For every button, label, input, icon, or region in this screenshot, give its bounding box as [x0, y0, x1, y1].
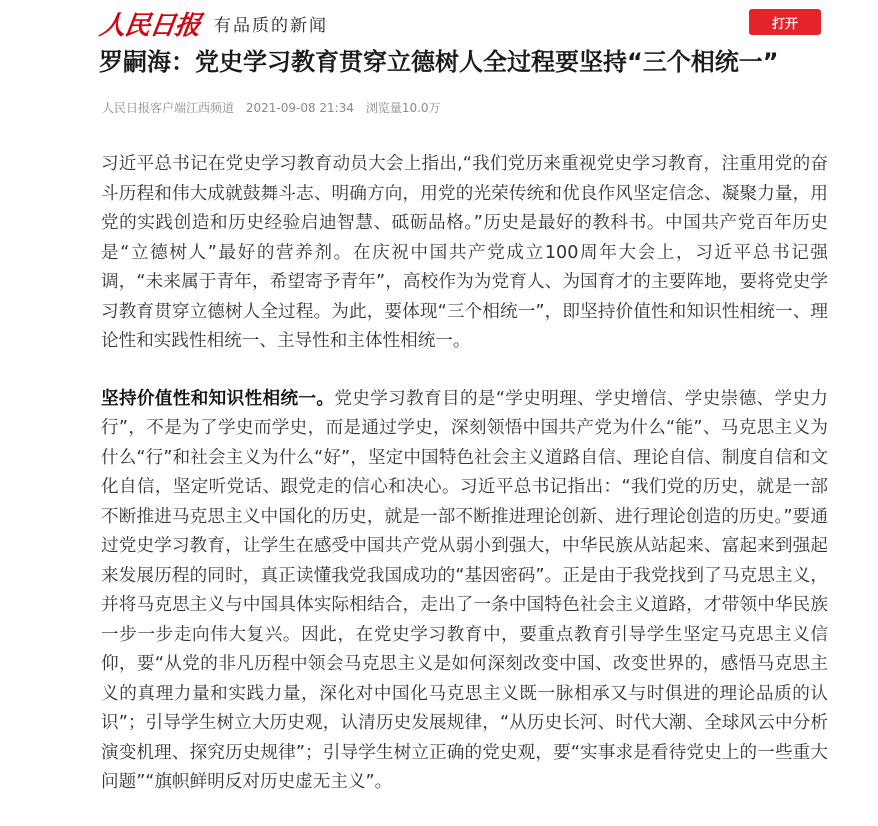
paragraph-2-lead: 坚持价值性和知识性相统一。: [101, 388, 335, 409]
paragraph-1-text: 习近平总书记在党史学习教育动员大会上指出,“我们党历来重视党史学习教育，注重用党的奋斗历程和伟大成就鼓舞斗志、明确方向，用党的光荣传统和优良作风坚定信念、凝聚力量，用党的实践创造和历史经验启迪智慧、砥砺品格。”历史是最好的教科书。中国共产党百年历史是“立德树人”最好的营养剂。在庆祝中国共产党成立100周年大会上，习近平总书记强调，“未来属于青年，希望寄予青年”，高校作为为党育人、为国育才的主要阵地，要将党史学习教育贯穿立德树人全过程。为此，要体现“三个相统一”，即坚持价值性和知识性相统一、理论性和实践性相统一、主导性和主体性相统一。: [101, 154, 828, 351]
people-daily-logo: 人民日报: [97, 10, 202, 41]
paragraph-1: [101, 150, 828, 357]
article-title: 罗嗣海：党史学习教育贯穿立德树人全过程要坚持“三个相统一”: [99, 48, 779, 76]
paragraph-2-text: 党史学习教育目的是“学史明理、学史增信、学史崇德、学史力行”，不是为了学史而学史，而是通过学史，深刻领悟中国共产党为什么“能”、马克思主义为什么“行”和社会主义为什么“好”，坚定中国特色社会主义道路自信、理论自信、制度自信和文化自信，坚定听党话、跟党走的信心和决心。习近平总书记指出：“我们党的历史，就是一部不断推进马克思主义中国化的历史，就是一部不断推进理论创新、进行理论创造的历史。”要通过党史学习教育，让学生在感受中国共产党从弱小到强大，中华民族从站起来、富起来到强起来发展历程的同时，真正读懂我党我国成功的“基因密码”。正是由于我党找到了马克思主义，并将马克思主义与中国具体实际相结合，走出了一条中国特色社会主义道路，才带领中华民族一步一步走向伟大复兴。因此，在党史学习教育中，要重点教育引导学生坚定马克思主义信仰，要“从党的非凡历程中领会马克思主义是如何深刻改变中国、改变世界的，感悟马克思主义的真理力量和实践力量，深化对中国化马克思主义既一脉相承又与时俱进的理论品质的认识”；引导学生树立大历史观，认清历史发展规律，“从历史长河、时代大潮、全球风云中分析演变机理、探究历史规律”；引导学生树立正确的党史观，要“实事求是看待党史上的一些重大问题”“旗帜鲜明反对历史虚无主义”。: [101, 388, 828, 792]
top-bar: [0, 0, 878, 44]
app-logo[interactable]: [97, 6, 329, 41]
slogan: 有品质的新闻: [214, 15, 329, 36]
article-body: [101, 150, 828, 826]
paragraph-2: [101, 385, 828, 798]
article-views: 浏览量10.0万: [365, 101, 441, 115]
article-date: 2021-09-08 21:34: [245, 101, 354, 115]
article-meta: [102, 99, 449, 117]
article-source: 人民日报客户端江西频道: [102, 101, 235, 115]
open-app-button[interactable]: 打开: [749, 9, 821, 35]
